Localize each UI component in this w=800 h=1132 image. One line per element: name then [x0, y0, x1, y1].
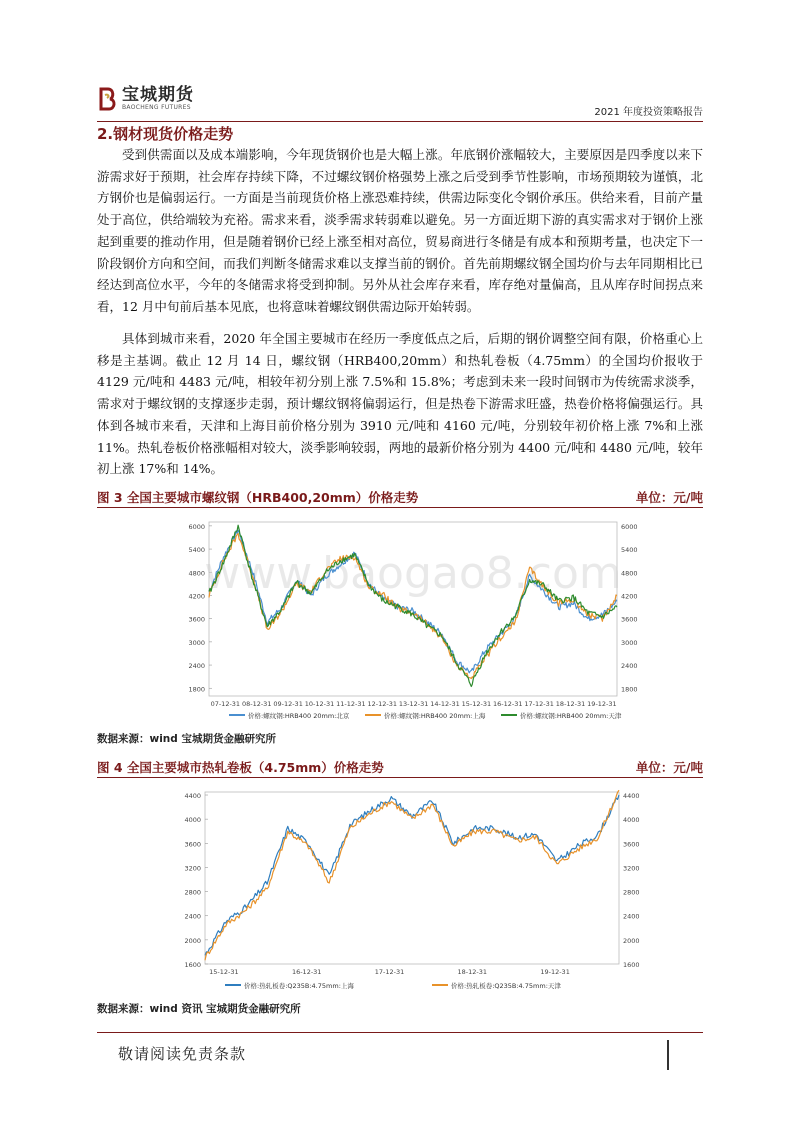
legend-label: 价格:螺纹钢:HRB400 20mm:天津 — [520, 712, 622, 720]
y-tick-label-left: 4200 — [188, 592, 205, 601]
series-line-1 — [205, 795, 619, 955]
page-header — [97, 86, 703, 122]
y-tick-label-right: 1800 — [621, 685, 638, 694]
chart-rebar-price — [97, 512, 703, 726]
hot-rolled-coil-line-chart — [97, 784, 703, 994]
y-tick-label-left: 4800 — [188, 569, 205, 578]
baocheng-logo-icon — [97, 87, 119, 111]
y-tick-label-right: 4400 — [623, 792, 640, 801]
chart-hot-rolled-coil-price — [97, 784, 703, 994]
figure-4-caption: 图 4 全国主要城市热轧卷板（4.75mm）价格走势 — [97, 760, 384, 775]
y-tick-label-right: 4200 — [621, 592, 638, 601]
x-tick-label: 17-12-31 — [374, 968, 405, 976]
y-tick-label-left: 4000 — [184, 816, 201, 825]
figure-3-caption: 图 3 全国主要城市螺纹钢（HRB400,20mm）价格走势 — [97, 490, 419, 505]
y-tick-label-right: 1600 — [623, 961, 640, 969]
x-tick-label: 08-12-31 — [241, 700, 272, 708]
watermark-text: www.baogao8.com — [204, 548, 622, 599]
legend-label: 价格:螺纹钢:HRB400 20mm:北京 — [248, 712, 350, 720]
x-tick-label: 16-12-31 — [291, 968, 322, 976]
report-title: 2021 年度投资策略报告 — [594, 107, 703, 118]
y-tick-label-right: 3600 — [621, 615, 638, 624]
y-tick-label-left: 6000 — [188, 522, 205, 531]
y-tick-label-left: 2000 — [184, 936, 201, 945]
y-tick-label-left: 3000 — [188, 638, 205, 647]
y-tick-label-left: 1800 — [188, 685, 205, 694]
y-tick-label-left: 5400 — [188, 546, 205, 555]
y-tick-label-right: 3200 — [623, 864, 640, 873]
legend-label: 价格:热轧板卷:Q235B:4.75mm:天津 — [451, 982, 561, 990]
y-tick-label-right: 3600 — [623, 840, 640, 849]
x-tick-label: 12-12-31 — [367, 700, 398, 708]
footer-vertical-mark — [667, 1040, 669, 1070]
paragraph-1: 受到供需面以及成本端影响，今年现货钢价也是大幅上涨。年底钢价涨幅较大，主要原因是四季度以来下游需求好于预期，社会库存持续下降，不过螺纹钢价格强势上涨之后受到季节性影响，市场预期较为谨慎，北方钢价也是偏弱运行。一方面是当前现货价格上涨恐难持续，供需边际变化令钢价承压。供给来看，目前产量处于高位，供给端较为充裕。需求来看，淡季需求转弱难以避免。另一方面近期下游的真实需求对于钢价上涨起到重要的推动作用，但是随着钢价已经上涨至相对高位，贸易商进行冬储是有成本和预期考量，也决定下一阶段钢价方向和空间，而我们判断冬储需求难以支撑当前的钢价。首先前期螺纹钢全国均价与去年同期相比已经达到高位水平，今年的冬储需求将受到抑制。另外从社会库存来看，库存绝对量偏高，且从库存时间拐点来看，12 月中旬前后基本见底，也将意味着螺纹钢供需边际开始转弱。 — [97, 147, 703, 314]
figure-3-source: 数据来源：wind 宝城期货金融研究所 — [97, 733, 276, 745]
section-title: 2.钢材现货价格走势 — [97, 125, 234, 143]
figure-4-caption-bar — [97, 756, 703, 778]
x-tick-label: 07-12-31 — [210, 700, 241, 708]
y-tick-label-left: 3600 — [184, 840, 201, 849]
footer-divider — [97, 1032, 703, 1033]
x-tick-label: 14-12-31 — [430, 700, 460, 708]
y-tick-label-left: 3600 — [188, 615, 205, 624]
x-tick-label: 16-12-31 — [493, 700, 523, 708]
legend-label: 价格:热轧板卷:Q235B:4.75mm:上海 — [244, 982, 354, 990]
figure-4-unit: 单位：元/吨 — [635, 760, 703, 775]
x-tick-label: 11-12-31 — [336, 700, 366, 708]
y-tick-label-right: 2400 — [623, 912, 640, 921]
x-tick-label: 09-12-31 — [273, 700, 303, 708]
paragraph-2: 具体到城市来看，2020 年全国主要城市在经历一季度低点之后，后期的钢价调整空间有限，价格重心上移是主基调。截止 12 月 14 日，螺纹钢（HRB400,20mm）和热轧卷板（4.75mm）的全国均价报收于 4129 元/吨和 4483 元/吨，相较年初分别上涨 7.5%和 15.8%；考虑到未来一段时间钢市为传统需求淡季，需求对于螺纹钢的支撑逐步走弱，预计螺纹钢将偏弱运行，但是热卷下游需求旺盛，热卷价格将偏强运行。具体到各城市来看，天津和上海目前价格分别为 3910 元/吨和 4160 元/吨，分别较年初价格上涨 7%和上涨 11%。热轧卷板价格涨幅相对较大，淡季影响较弱，两地的最新价格分别为 4400 元/吨和 4480 元/吨，较年初上涨 17%和 14%。 — [97, 331, 703, 477]
y-tick-label-right: 2000 — [623, 936, 640, 945]
y-tick-label-left: 2400 — [184, 912, 201, 921]
legend-label: 价格:螺纹钢:HRB400 20mm:上海 — [384, 712, 486, 720]
x-tick-label: 17-12-31 — [524, 700, 554, 708]
y-tick-label-right: 6000 — [621, 522, 638, 531]
x-tick-label: 15-12-31 — [461, 700, 492, 708]
x-tick-label: 15-12-31 — [209, 968, 239, 976]
y-tick-label-left: 3200 — [184, 864, 201, 873]
y-tick-label-right: 3000 — [621, 638, 638, 647]
y-tick-label-right: 2800 — [623, 888, 640, 897]
y-tick-label-left: 2400 — [188, 662, 205, 671]
figure-4-source: 数据来源：wind 资讯 宝城期货金融研究所 — [97, 1003, 301, 1015]
x-tick-label: 18-12-31 — [555, 700, 586, 708]
logo-english-name: BAOCHENG FUTURES — [122, 104, 191, 111]
y-tick-label-right: 2400 — [621, 662, 638, 671]
logo-chinese-name: 宝城期货 — [122, 85, 194, 105]
x-tick-label: 18-12-31 — [457, 968, 488, 976]
y-tick-label-right: 4000 — [623, 816, 640, 825]
figure-3-caption-bar — [97, 486, 703, 508]
y-tick-label-right: 5400 — [621, 546, 638, 555]
x-tick-label: 13-12-31 — [398, 700, 429, 708]
company-logo — [97, 86, 194, 111]
y-tick-label-left: 2800 — [184, 888, 201, 897]
footer-disclaimer: 敬请阅读免责条款 — [118, 1045, 247, 1063]
y-tick-label-left: 4400 — [184, 792, 201, 801]
series-line-2 — [205, 790, 619, 960]
rebar-price-line-chart — [97, 512, 703, 726]
x-tick-label: 19-12-31 — [540, 968, 570, 976]
y-tick-label-left: 1600 — [184, 961, 201, 969]
x-tick-label: 10-12-31 — [304, 700, 335, 708]
y-tick-label-right: 4800 — [621, 569, 638, 578]
x-tick-label: 19-12-31 — [587, 700, 617, 708]
figure-3-unit: 单位：元/吨 — [635, 490, 703, 505]
